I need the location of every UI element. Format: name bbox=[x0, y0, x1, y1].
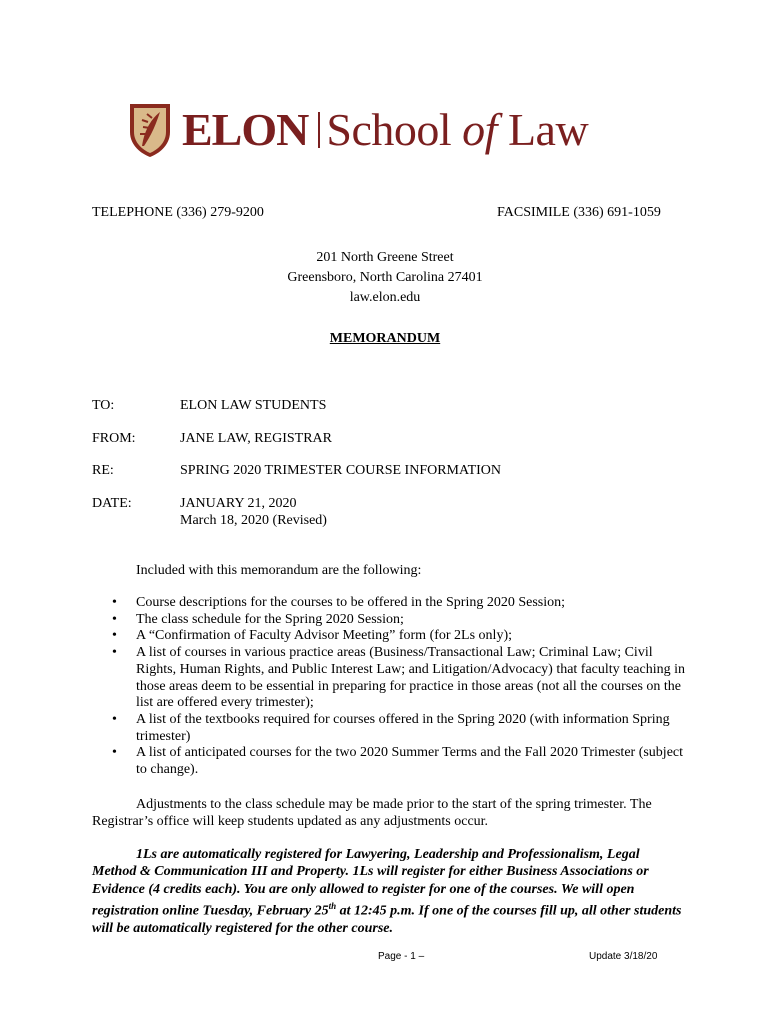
bullet-icon: • bbox=[112, 645, 117, 661]
website: law.elon.edu bbox=[349, 290, 421, 305]
list-item: • A list of courses in various practice areas (Business/Transactional Law; Criminal Law; Civil Rights, Human Rights, and Public Interest Law; and Litigation/Advocacy) that faculty teaching in those areas deem to be essential in preparing for practice in those areas (not all the courses on the list are offered every trimester); bbox=[112, 645, 685, 711]
telephone-number: TELEPHONE (336) 279-9200 bbox=[92, 205, 264, 220]
to-value: ELON LAW STUDENTS bbox=[180, 398, 327, 413]
list-item: • A list of anticipated courses for the two 2020 Summer Terms and the Fall 2020 Trimester (subject to change). bbox=[112, 745, 684, 778]
facsimile-number: FACSIMILE (336) 691-1059 bbox=[497, 205, 661, 220]
from-value: JANE LAW, REGISTRAR bbox=[180, 431, 332, 446]
bullet-icon: • bbox=[112, 745, 117, 761]
from-label: FROM: bbox=[92, 431, 136, 446]
list-item: • A “Confirmation of Faculty Advisor Meeting” form (for 2Ls only); bbox=[112, 628, 512, 644]
page-number: Page - 1 – bbox=[378, 951, 425, 962]
date-value: JANUARY 21, 2020 bbox=[180, 496, 297, 511]
list-item: • The class schedule for the Spring 2020 Session; bbox=[112, 611, 404, 627]
adjustments-paragraph: Adjustments to the class schedule may be made prior to the start of the spring trimester. The Registrar’s office will keep students updated as any adjustments occur. bbox=[92, 797, 652, 829]
date-label: DATE: bbox=[92, 496, 132, 511]
address-city: Greensboro, North Carolina 27401 bbox=[287, 270, 483, 285]
logo-brand-text: ELON bbox=[182, 104, 309, 155]
address-street: 201 North Greene Street bbox=[316, 250, 454, 265]
list-item: • Course descriptions for the courses to be offered in the Spring 2020 Session; bbox=[112, 595, 566, 610]
list-item: • A list of the textbooks required for courses offered in the Spring 2020 (with information Spring trimester) bbox=[112, 711, 670, 744]
bullet-icon: • bbox=[112, 595, 117, 610]
update-date: Update 3/18/20 bbox=[589, 951, 658, 962]
re-value: SPRING 2020 TRIMESTER COURSE INFORMATION bbox=[180, 463, 502, 478]
attachments-list bbox=[112, 595, 692, 779]
memo-title: MEMORANDUM bbox=[329, 331, 441, 346]
date-revised: March 18, 2020 (Revised) bbox=[180, 513, 327, 528]
bullet-icon: • bbox=[112, 611, 117, 627]
elon-law-logo bbox=[128, 100, 588, 160]
logo-school-text: School of Law bbox=[326, 104, 589, 155]
re-label: RE: bbox=[92, 463, 114, 478]
bullet-icon: • bbox=[112, 711, 117, 727]
shield-leaf-icon bbox=[128, 102, 172, 158]
intro-text: Included with this memorandum are the following: bbox=[136, 563, 422, 578]
logo-divider bbox=[318, 112, 320, 148]
bullet-icon: • bbox=[112, 628, 117, 644]
to-label: TO: bbox=[92, 398, 115, 413]
registration-paragraph: 1Ls are automatically registered for Lawyering, Leadership and Professionalism, Legal Method & Communication III and Property. 1Ls will register for either Business Associations or Evidence (4 credits each). You are only allowed to register for one of the courses. We will open registration online Tuesday, February 25th at 12:45 p.m. If one of the courses fill up, all other students will be automatically registered for the other course. bbox=[92, 847, 682, 936]
